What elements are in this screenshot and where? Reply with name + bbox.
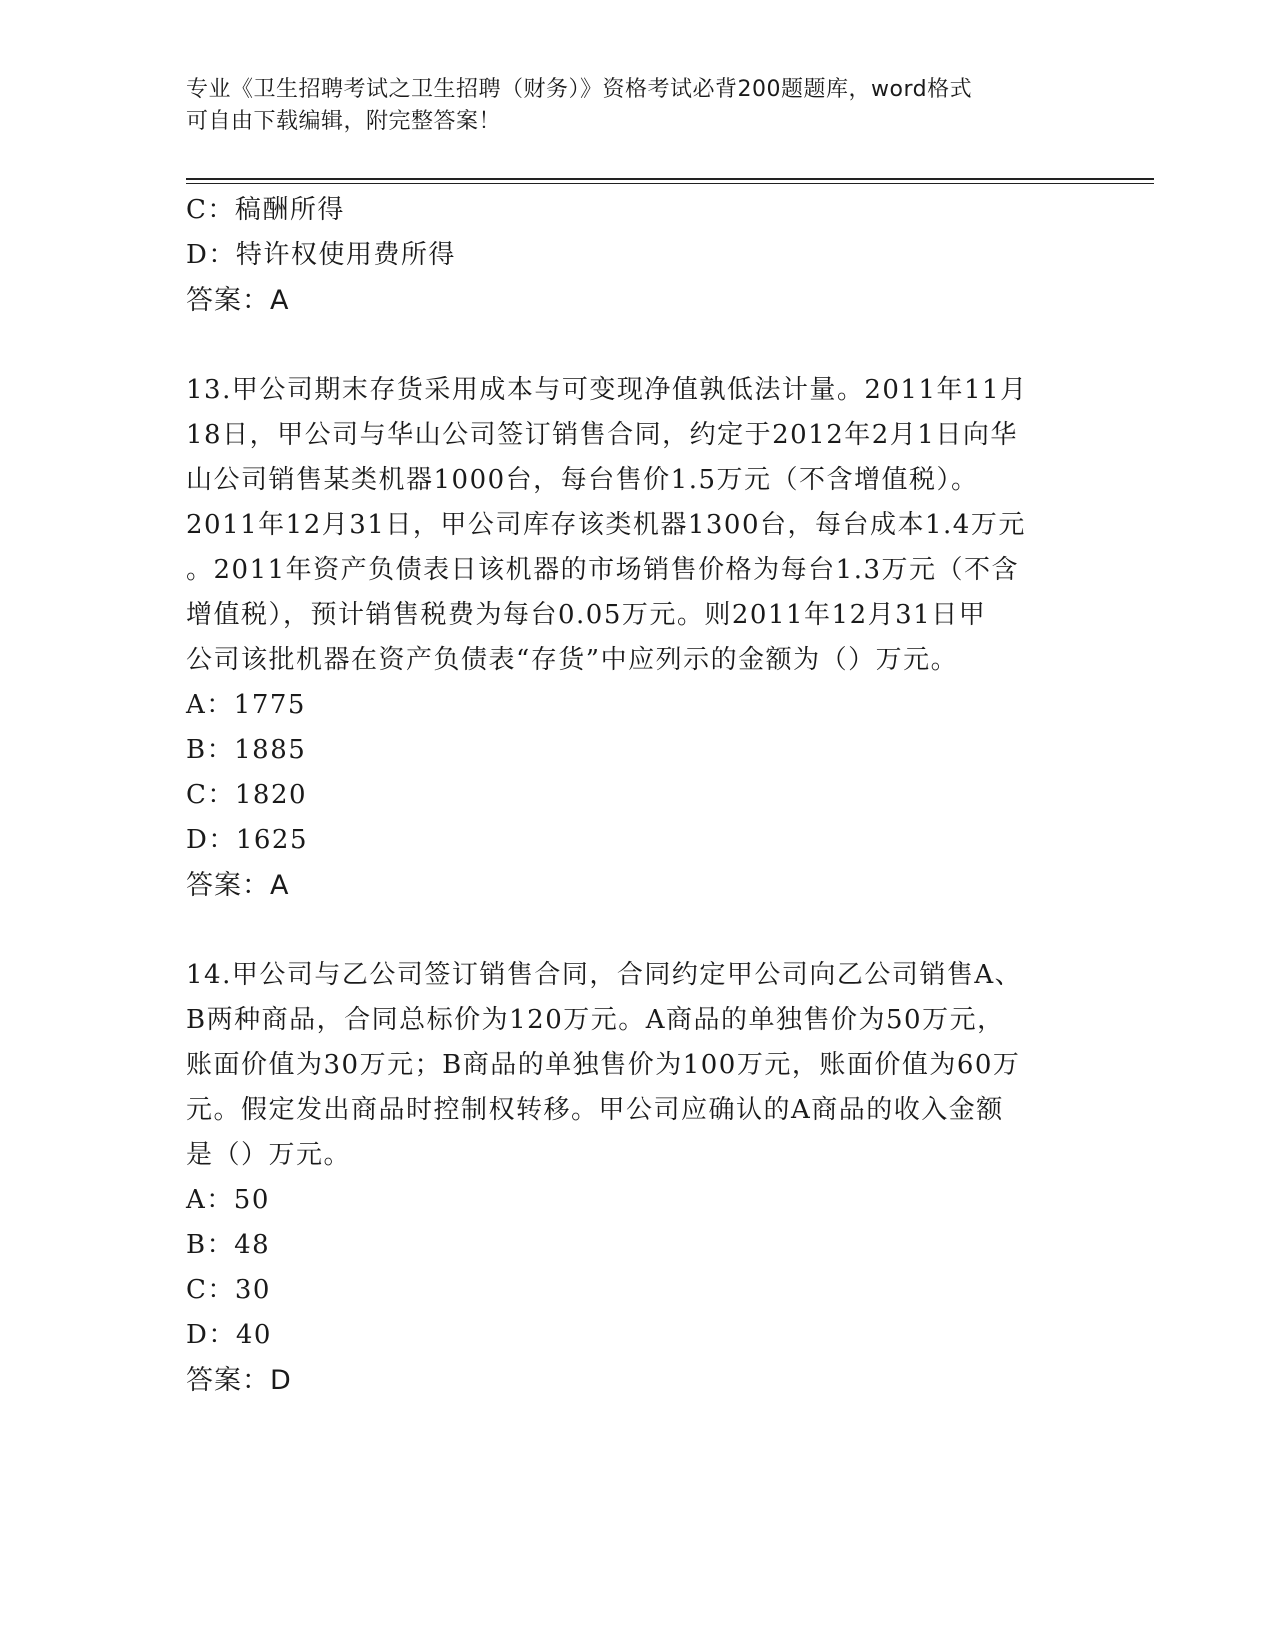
option-a: A：50 <box>186 1185 270 1215</box>
question-text-line: B两种商品，合同总标价为120万元。A商品的单独售价为50万元， <box>186 1005 1005 1035</box>
question-text-line: 公司该批机器在资产负债表“存货”中应列示的金额为（）万元。 <box>186 645 959 675</box>
previous-question-tail <box>186 188 1086 323</box>
question-text-line: 2011年12月31日，甲公司库存该类机器1300台，每台成本1.4万元 <box>186 510 1026 540</box>
question-text-line: 山公司销售某类机器1000台，每台售价1.5万元（不含增值税）。 <box>186 465 979 495</box>
option-d: D：特许权使用费所得 <box>186 240 456 270</box>
answer-line: 答案：A <box>186 285 290 316</box>
option-c: C：1820 <box>186 780 308 810</box>
question-text-line: 18日，甲公司与华山公司签订销售合同，约定于2012年2月1日向华 <box>186 420 1018 450</box>
option-a: A：1775 <box>186 690 306 720</box>
question-text-line: 是（）万元。 <box>186 1140 352 1170</box>
question-13 <box>186 368 1086 908</box>
option-b: B：1885 <box>186 735 307 765</box>
option-d: D：40 <box>186 1320 272 1350</box>
question-14 <box>186 953 1086 1403</box>
header-line-2: 可自由下载编辑，附完整答案！ <box>186 109 502 134</box>
header-line-1: 专业《卫生招聘考试之卫生招聘（财务）》资格考试必背200题题库，word格式 <box>186 77 973 102</box>
header-divider-thick <box>186 178 1154 180</box>
answer-line: 答案：D <box>186 1365 292 1396</box>
question-text-line: 账面价值为30万元；B商品的单独售价为100万元，账面价值为60万 <box>186 1050 1021 1080</box>
option-c: C：30 <box>186 1275 271 1305</box>
answer-line: 答案：A <box>186 870 290 901</box>
spacer <box>186 908 1086 953</box>
question-text-line: 元。假定发出商品时控制权转移。甲公司应确认的A商品的收入金额 <box>186 1095 1004 1125</box>
document-header <box>186 74 1086 138</box>
question-text-line: 14.甲公司与乙公司签订销售合同，合同约定甲公司向乙公司销售A、 <box>186 960 1023 990</box>
question-text-line: 。2011年资产负债表日该机器的市场销售价格为每台1.3万元（不含 <box>186 555 1020 585</box>
option-d: D：1625 <box>186 825 309 855</box>
question-text-line: 13.甲公司期末存货采用成本与可变现净值孰低法计量。2011年11月 <box>186 375 1028 405</box>
spacer <box>186 323 1086 368</box>
header-divider-thin <box>186 183 1154 184</box>
question-text-line: 增值税），预计销售税费为每台0.05万元。则2011年12月31日甲 <box>186 600 987 630</box>
option-b: B：48 <box>186 1230 271 1260</box>
document-body <box>186 188 1086 1403</box>
option-c: C：稿酬所得 <box>186 195 345 225</box>
